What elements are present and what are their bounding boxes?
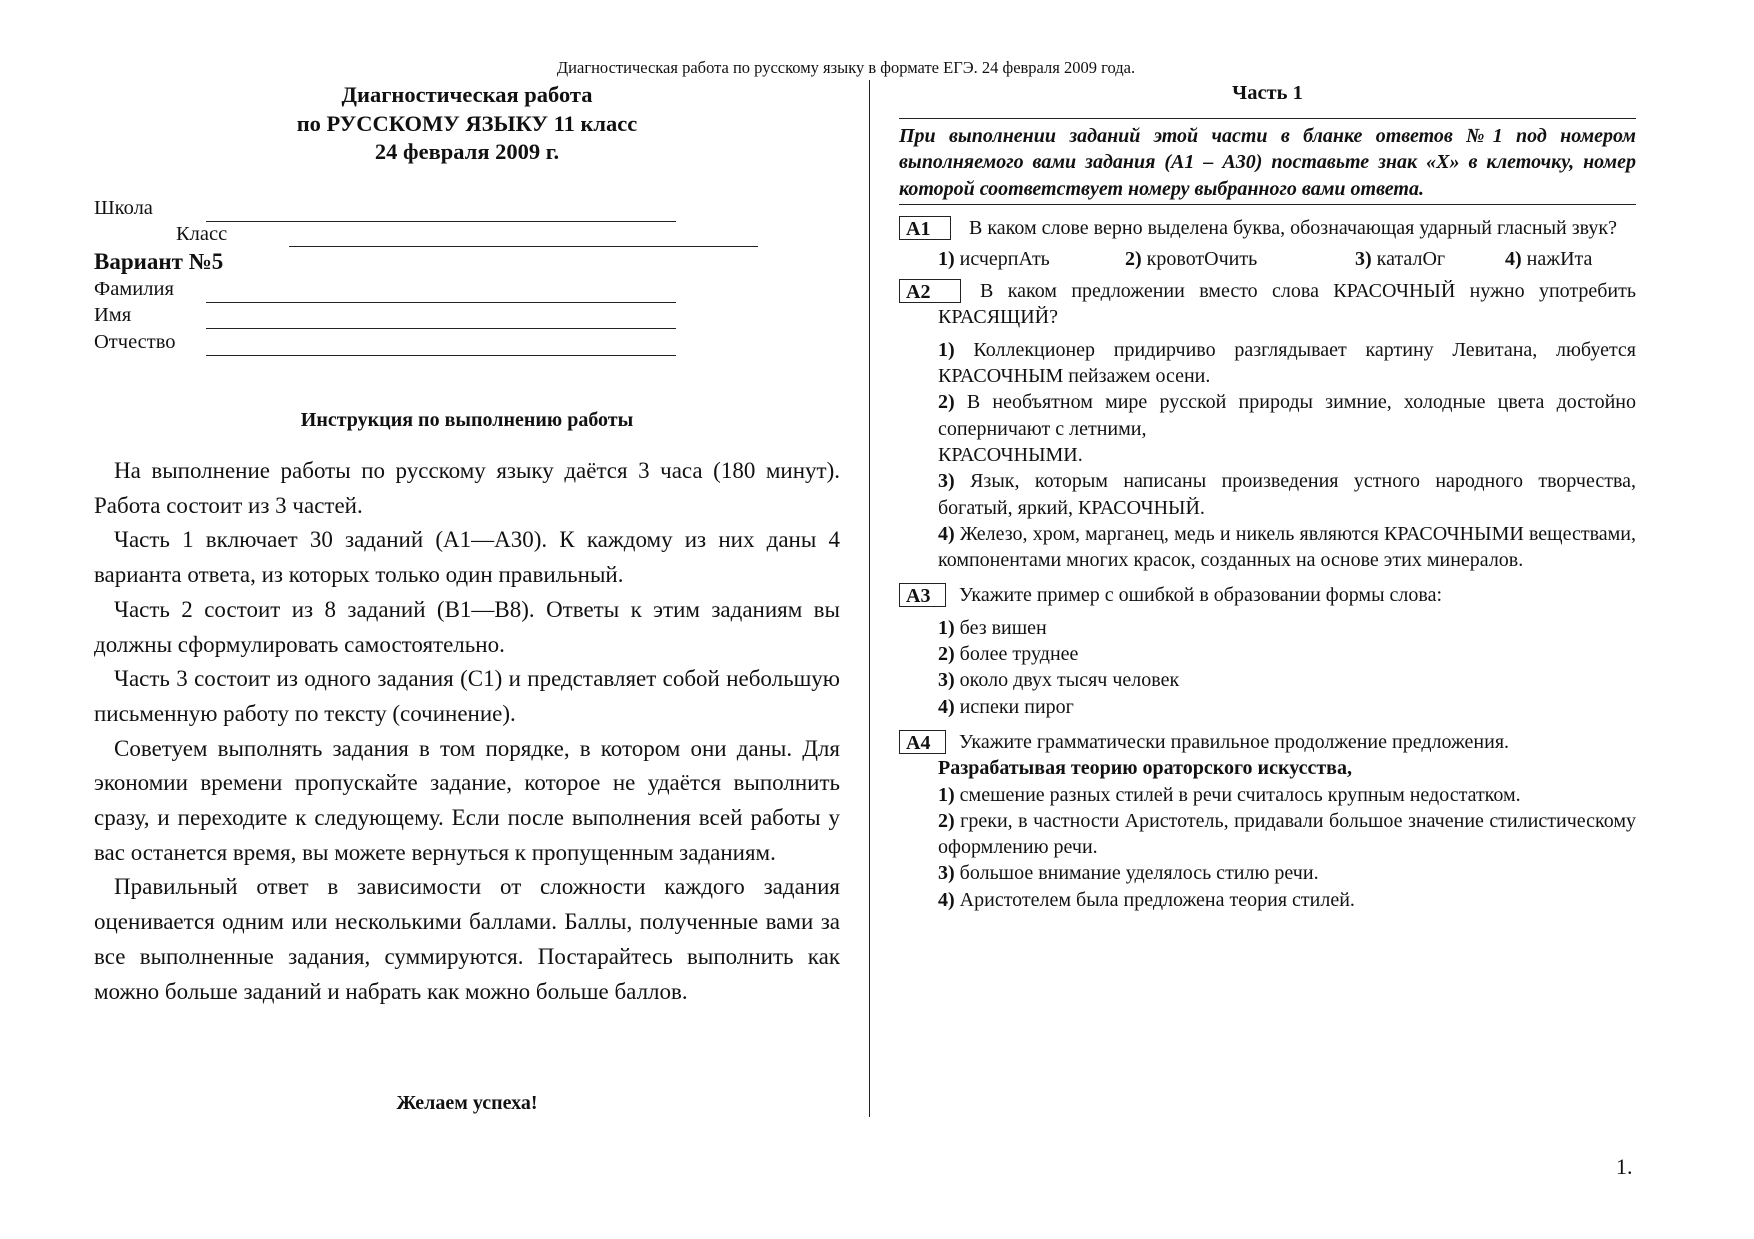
- option-number: 1): [938, 338, 955, 361]
- option-number: 1): [938, 616, 955, 639]
- option-number: 3): [1355, 248, 1372, 271]
- option-number: 2): [938, 809, 955, 832]
- option-number: 4): [938, 695, 955, 718]
- option-4[interactable]: [938, 887, 1636, 913]
- part1-instructions: При выполнении заданий этой части в бланке ответов №1 под номером выполняемого вами задания (А1 – А30) поставьте знак «Х» в клеточку, номер которой соответствует номеру выбранного вами ответа.: [899, 125, 1636, 200]
- option-2[interactable]: [938, 808, 1636, 861]
- part1-heading: Часть 1: [1232, 82, 1303, 104]
- option-number: 2): [938, 391, 955, 414]
- question-a3: [899, 582, 1636, 719]
- name-label: Имя: [94, 304, 132, 326]
- patronymic-field[interactable]: [206, 355, 676, 356]
- question-number-box: А3: [899, 583, 946, 607]
- option-text: более труднее: [959, 643, 1079, 666]
- title-line-1: Диагностическая работа: [341, 82, 593, 107]
- option-number: 4): [1505, 248, 1522, 271]
- question-text: В каком слове верно выделена буква, обозначающая ударный гласный звук?: [969, 216, 1617, 239]
- instruction-paragraph: Часть 3 состоит из одного задания (С1) и представляет собой небольшую письменную работу по тексту (сочинение).: [94, 666, 840, 726]
- option-number: 1): [938, 783, 955, 806]
- instruction-paragraph: Правильный ответ в зависимости от сложности каждого задания оценивается одним или несколькими баллами. Баллы, полученные вами за все выполненные задания, суммируются. Постарайтесь выполнить как можно больше заданий и набрать как можно больше баллов.: [94, 874, 840, 1004]
- option-text: греки, в частности Аристотель, придавали большое значение стилистическому оформлению речи.: [938, 809, 1636, 859]
- question-lead: Разрабатывая теорию ораторского искусства,: [938, 757, 1352, 780]
- option-2[interactable]: [938, 641, 1636, 667]
- school-label: Школа: [94, 197, 153, 219]
- option-1[interactable]: [938, 337, 1636, 390]
- options-row: [938, 246, 1636, 276]
- option-text: Коллекционер придирчиво разглядывает картину Левитана, любуется КРАСОЧНЫМ пейзажем осени.: [938, 338, 1637, 388]
- option-number: 4): [938, 522, 955, 545]
- option-text: без вишен: [959, 616, 1047, 639]
- question-number-box: А2: [899, 279, 961, 303]
- option-3[interactable]: [1355, 246, 1445, 272]
- option-text: испеки пирог: [959, 695, 1074, 718]
- instruction-paragraph: Часть 1 включает 30 заданий (А1—А30). К каждому из них даны 4 варианта ответа, из которых только один правильный.: [94, 527, 840, 588]
- option-number: 1): [938, 248, 955, 271]
- question-text: В каком предложении вместо слова КРАСОЧНЫЙ нужно употребить КРАСЯЩИЙ?: [938, 280, 1636, 329]
- option-2[interactable]: [938, 389, 1636, 468]
- class-field[interactable]: [289, 246, 758, 247]
- option-4[interactable]: [1505, 246, 1592, 272]
- divider: [899, 204, 1636, 205]
- question-a1: [899, 215, 1636, 276]
- option-number: 2): [1125, 248, 1142, 271]
- option-4[interactable]: [938, 521, 1636, 574]
- option-text: около двух тысяч человек: [959, 669, 1180, 692]
- surname-field[interactable]: [206, 302, 676, 303]
- variant-label: Вариант №5: [94, 249, 224, 274]
- title-line-2: по РУССКОМУ ЯЗЫКУ 11 класс: [296, 110, 638, 136]
- option-text: исчерпАть: [959, 248, 1050, 271]
- part1-column: [899, 80, 1636, 913]
- class-label: Класс: [176, 223, 228, 245]
- question-number-box: А1: [899, 216, 951, 240]
- option-4[interactable]: [938, 694, 1636, 720]
- option-text: Аристотелем была предложена теория стилей.: [959, 888, 1355, 911]
- option-number: 3): [938, 669, 955, 692]
- question-text: Укажите грамматически правильное продолжение предложения.: [959, 730, 1510, 753]
- running-header: Диагностическая работа по русскому языку в формате ЕГЭ. 24 февраля 2009 года.: [556, 58, 1136, 77]
- title-line-3: 24 февраля 2009 г.: [374, 139, 560, 164]
- instruction-paragraph: Часть 2 состоит из 8 заданий (В1—В8). Ответы к этим заданиям вы должны сформулировать самостоятельно.: [94, 596, 840, 657]
- option-3[interactable]: [938, 860, 1636, 886]
- school-field[interactable]: [206, 221, 676, 222]
- option-1[interactable]: [938, 615, 1636, 641]
- good-luck-text: Желаем успеха!: [396, 1092, 538, 1114]
- option-text: смешение разных стилей в речи считалось крупным недостатком.: [959, 783, 1521, 806]
- option-number: 4): [938, 888, 955, 911]
- option-number: 3): [938, 862, 955, 885]
- instruction-paragraph: Советуем выполнять задания в том порядке, в котором они даны. Для экономии времени пропускайте задание, которое не удаётся выполнить сразу, и переходите к следующему. Если после выполнения всей работы у вас останется время, вы можете вернуться к пропущенным заданиям.: [94, 735, 840, 865]
- surname-label: Фамилия: [94, 278, 174, 300]
- page-number: 1.: [1616, 1154, 1633, 1179]
- option-text: кровотОчить: [1146, 248, 1258, 271]
- options-list: [938, 615, 1636, 720]
- option-3[interactable]: [938, 667, 1636, 693]
- question-number-box: А4: [899, 730, 946, 754]
- option-text-continued: КРАСОЧНЫМИ.: [938, 443, 1083, 466]
- option-text: большое внимание уделялось стилю речи.: [959, 862, 1319, 885]
- option-number: 2): [938, 643, 955, 666]
- instructions-body: [94, 454, 840, 1009]
- option-3[interactable]: [938, 468, 1636, 521]
- instruction-paragraph: На выполнение работы по русскому языку даётся 3 часа (180 минут). Работа состоит из 3 частей.: [94, 458, 840, 518]
- column-divider: [869, 80, 870, 1117]
- question-a2: [899, 278, 1636, 573]
- option-1[interactable]: [938, 782, 1636, 808]
- option-text: В необъятном мире русской природы зимние, холодные цвета достойно соперничают с летними,: [938, 391, 1637, 440]
- question-a4: [899, 729, 1636, 913]
- option-text: Железо, хром, марганец, медь и никель являются КРАСОЧНЫМИ веществами, компонентами многих красок, созданных на основе этих минералов.: [938, 522, 1636, 572]
- option-text: каталОг: [1376, 248, 1446, 271]
- option-text: нажИта: [1526, 248, 1593, 271]
- instructions-heading: Инструкция по выполнению работы: [300, 409, 634, 431]
- option-number: 3): [938, 470, 955, 493]
- name-field[interactable]: [206, 328, 676, 329]
- option-text: Язык, которым написаны произведения устного народного творчества, богатый, яркий, КРАСОЧНЫЙ.: [938, 470, 1637, 519]
- option-2[interactable]: [1125, 246, 1257, 272]
- option-1[interactable]: [938, 246, 1050, 272]
- question-text: Укажите пример с ошибкой в образовании формы слова:: [959, 584, 1442, 607]
- options-list: [938, 337, 1636, 574]
- document-title: [94, 81, 840, 167]
- patronymic-label: Отчество: [94, 331, 176, 353]
